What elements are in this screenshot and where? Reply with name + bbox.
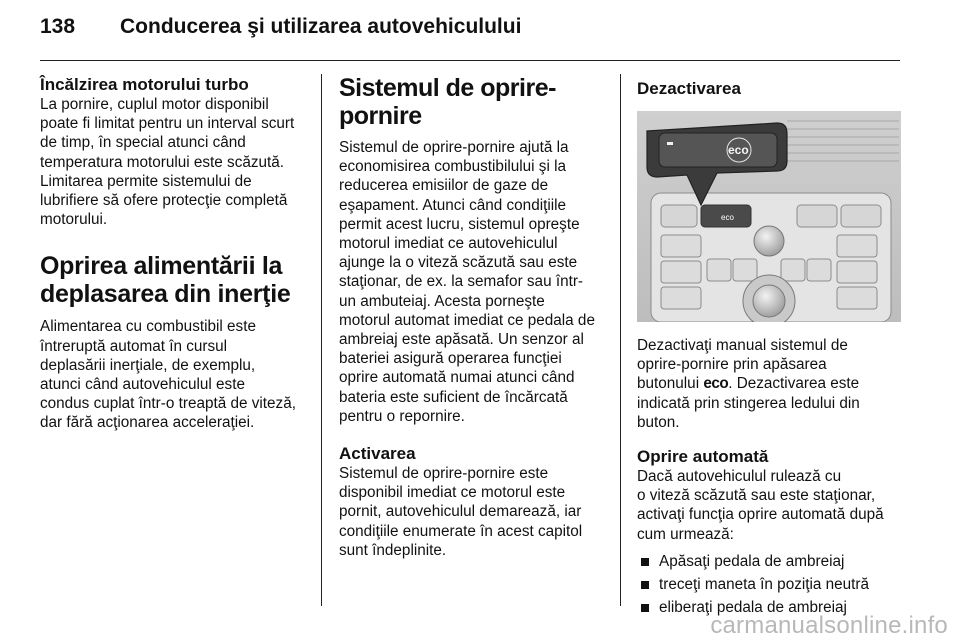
bullet-square-icon [641, 604, 649, 612]
list-item-text: Apăsaţi pedala de ambreiaj [659, 552, 845, 570]
center-console-illustration [637, 111, 901, 322]
heading-turbo: Încălzirea motorului turbo [40, 75, 249, 94]
heading-oprire-automata: Oprire automată [637, 447, 769, 467]
eco-inline-symbol: eco [703, 375, 729, 393]
paragraph-oprire-automata: Dacă autovehiculul rulează cu o viteză scăzută sau este staţionar, activaţi funcţia oprire automată după cum urmează: [637, 468, 884, 543]
column-2 [339, 74, 611, 560]
eco-button-label: eco [728, 143, 749, 157]
page-number: 138 [40, 15, 76, 38]
eco-small-label: eco [721, 213, 734, 222]
heading-oprire-alimentare: Oprirea alimentării la deplasarea din inerţie [40, 252, 291, 309]
heading-dezactivare: Dezactivarea [637, 79, 741, 98]
paragraph-dezactivare [637, 336, 901, 432]
heading-sistem-oprire-pornire: Sistemul de oprire-pornire [339, 74, 556, 130]
bullet-square-icon [641, 581, 649, 589]
column-1 [40, 74, 308, 433]
paragraph-turbo: La pornire, cuplul motor disponibil poate fi limitat pentru un interval scurt de timp, în special atunci când temperatura motorului este scăzută. Limitarea permite sistemului de lubrifiere să ofere protecţie completă motorului. [40, 96, 295, 229]
watermark: carmanualsonline.info [710, 612, 948, 639]
steps-list [637, 552, 901, 617]
list-item-text: eliberaţi pedala de ambreiaj [659, 598, 847, 616]
paragraph-oprire-alimentare: Alimentarea cu combustibil este întreruptă automat în cursul deplasării inerţiale, de exemplu, atunci când autovehiculul este condus cuplat într-o treaptă de viteză, dar fără acţionarea acceleraţiei. [40, 318, 296, 432]
eco-button-figure [637, 111, 901, 322]
list-item [637, 575, 901, 594]
dezact-text-2: . Dezactivarea este indicată prin stingerea ledului din buton. [637, 375, 860, 431]
paragraph-activare: Sistemul de oprire-pornire este disponibil imediat ce motorul este pornit, autovehiculul demarează, iar condiţiile enumerate în acest capitol sunt îndeplinite. [339, 465, 583, 559]
column-divider-1 [321, 74, 322, 606]
bullet-square-icon [641, 558, 649, 566]
page-header [40, 10, 900, 50]
list-item [637, 552, 901, 571]
dezact-text-1: Dezactivaţi manual sistemul de oprire-pornire prin apăsarea butonului [637, 337, 848, 393]
column-divider-2 [620, 74, 621, 606]
running-title: Conducerea şi utilizarea autovehiculului [120, 15, 522, 38]
list-item-text: treceţi maneta în poziţia neutră [659, 575, 870, 593]
header-divider [40, 60, 900, 61]
led-indicator [667, 142, 673, 145]
heading-activare: Activarea [339, 444, 416, 464]
column-3 [637, 74, 901, 621]
paragraph-sistem: Sistemul de oprire-pornire ajută la economisirea combustibilului şi la reducerea emisiilor de gaze de eşapament. Atunci când condiţiile permit acest lucru, sistemul opreşte motorul imediat ce autovehiculul ajunge la o viteză scăzută sau este staţionar, de ex. la semafor sau într- un ambuteiaj. Acesta porneşte motorul automat imediat ce pedala de ambreiaj este apăsată. Un senzor al bateriei asigură operarea funcţiei oprire automată numai atunci când bateria este suficient de încărcată pentru o repornire. [339, 139, 595, 425]
